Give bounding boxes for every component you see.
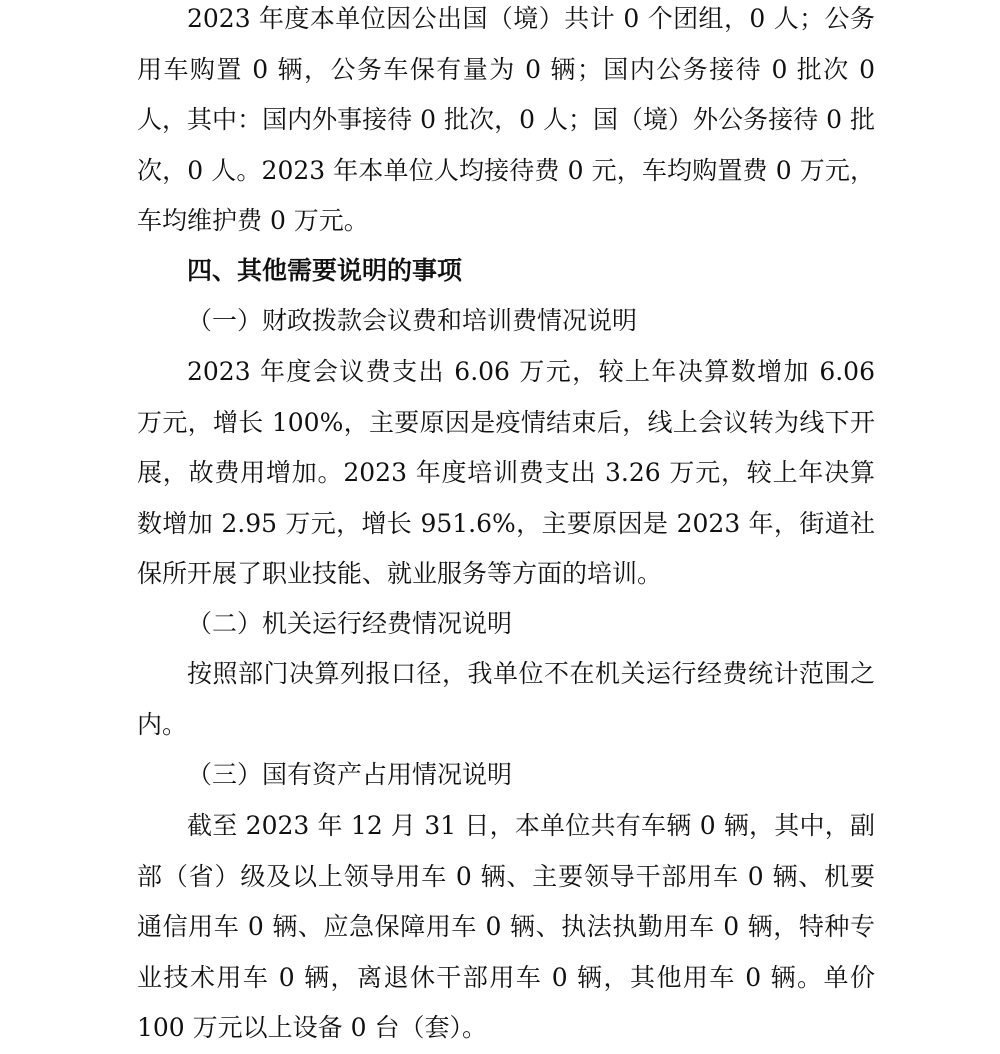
paragraph-meeting-training: 2023 年度会议费支出 6.06 万元，较上年决算数增加 6.06 万元，增长 100%，主要原因是疫情结束后，线上会议转为线下开展，故费用增加。2023 年度培训费支出 3.26 万元，较上年决算数增加 2.95 万元，增长 951.6%，主要原因是 2023 年，街道社保所开展了职业技能、就业服务等方面的培训。 xyxy=(137,357,875,588)
section-title: 四、其他需要说明的事项 xyxy=(187,256,463,285)
paragraph-state-assets: 截至 2023 年 12 月 31 日，本单位共有车辆 0 辆，其中，副部（省）级及以上领导用车 0 辆、主要领导干部用车 0 辆、机要通信用车 0 辆、应急保障用车 0 辆、执法执勤用车 0 辆，特种专业技术用车 0 辆，离退休干部用车 0 辆，其他用车 0 辆。单价 100 万元以上设备 0 台（套）。 xyxy=(137,811,875,1042)
paragraph-operating-expenses: 按照部门决算列报口径，我单位不在机关运行经费统计范围之内。 xyxy=(137,659,875,739)
subsection-title-state-assets: （三）国有资产占用情况说明 xyxy=(187,760,513,789)
paragraph-overseas-and-vehicles: 2023 年度本单位因公出国（境）共计 0 个团组，0 人；公务用车购置 0 辆，公务车保有量为 0 辆；国内公务接待 0 批次 0 人，其中：国内外事接待 0 批次，0 人；国（境）外公务接待 0 批次，0 人。2023 年本单位人均接待费 0 元，车均购置费 0 万元，车均维护费 0 万元。 xyxy=(137,4,875,235)
subsection-title-operating-expenses: （二）机关运行经费情况说明 xyxy=(187,609,513,638)
subsection-title-meeting-training: （一）财政拨款会议费和培训费情况说明 xyxy=(187,306,638,335)
